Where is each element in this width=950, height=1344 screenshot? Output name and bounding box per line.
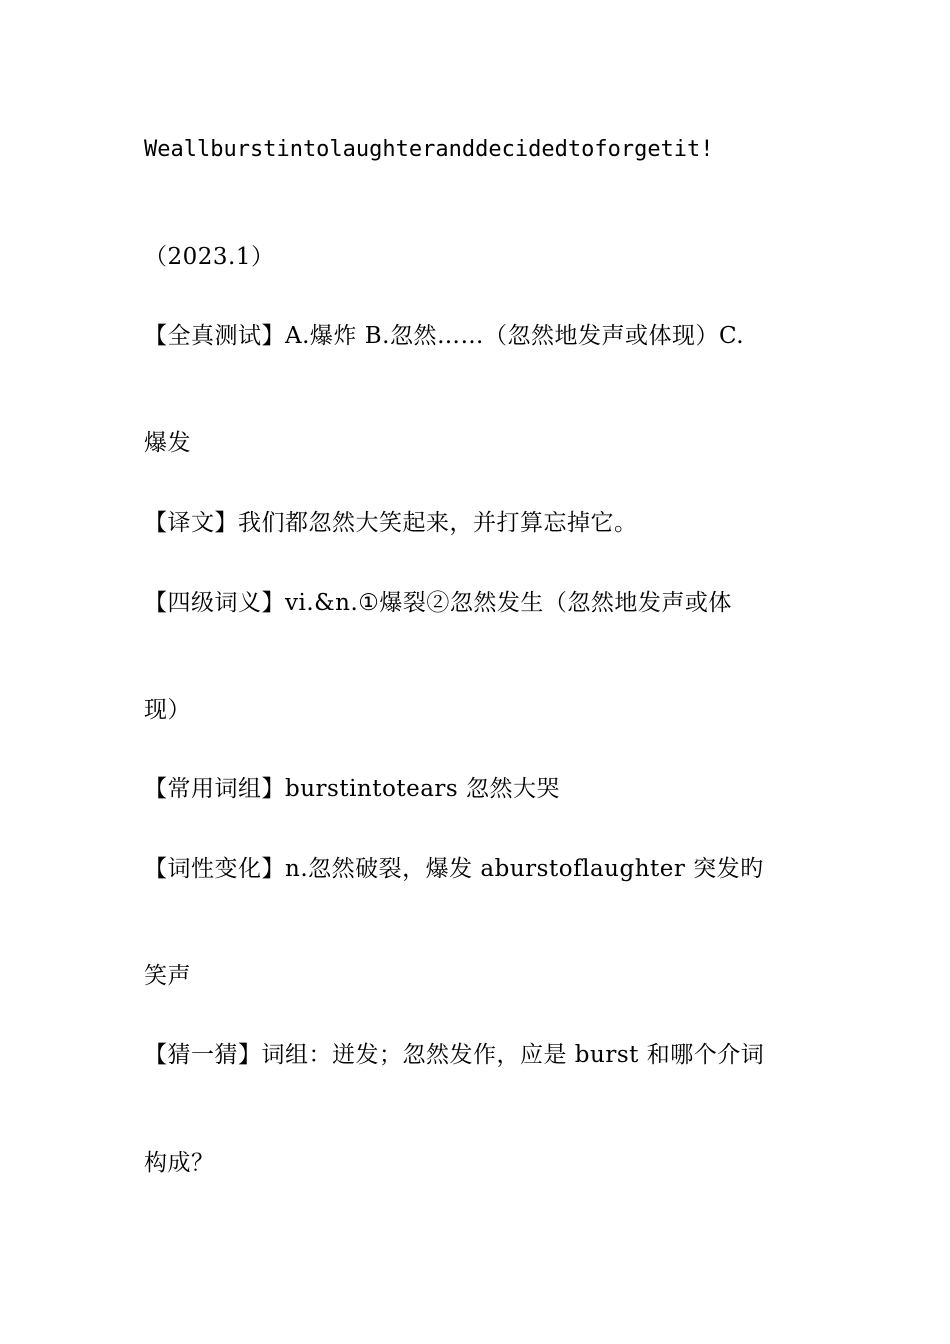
guess-line: 【猜一猜】词组：迸发；忽然发作，应是 burst 和哪个介词 bbox=[144, 1042, 765, 1068]
common-phrases-line: 【常用词组】burstintotears 忽然大哭 bbox=[144, 776, 561, 802]
cet4-meaning-line: 【四级词义】vi.&n.①爆裂②忽然发生（忽然地发声或体 bbox=[144, 590, 732, 616]
part-of-speech-continued: 笑声 bbox=[144, 963, 191, 989]
example-sentence: Weallburstintolaughteranddecidedtoforgetit! bbox=[144, 137, 714, 162]
part-of-speech-line: 【词性变化】n.忽然破裂，爆发 aburstoflaughter 突发旳 bbox=[144, 856, 764, 882]
cet4-meaning-continued: 现） bbox=[144, 697, 191, 723]
test-options-line: 【全真测试】A.爆炸 B.忽然……（忽然地发声或体现）C. bbox=[144, 323, 745, 349]
guess-continued: 构成？ bbox=[144, 1150, 215, 1176]
test-options-continued: 爆发 bbox=[144, 430, 191, 456]
source-year: （2023.1） bbox=[144, 244, 275, 270]
translation-line: 【译文】我们都忽然大笑起来，并打算忘掉它。 bbox=[144, 510, 638, 536]
